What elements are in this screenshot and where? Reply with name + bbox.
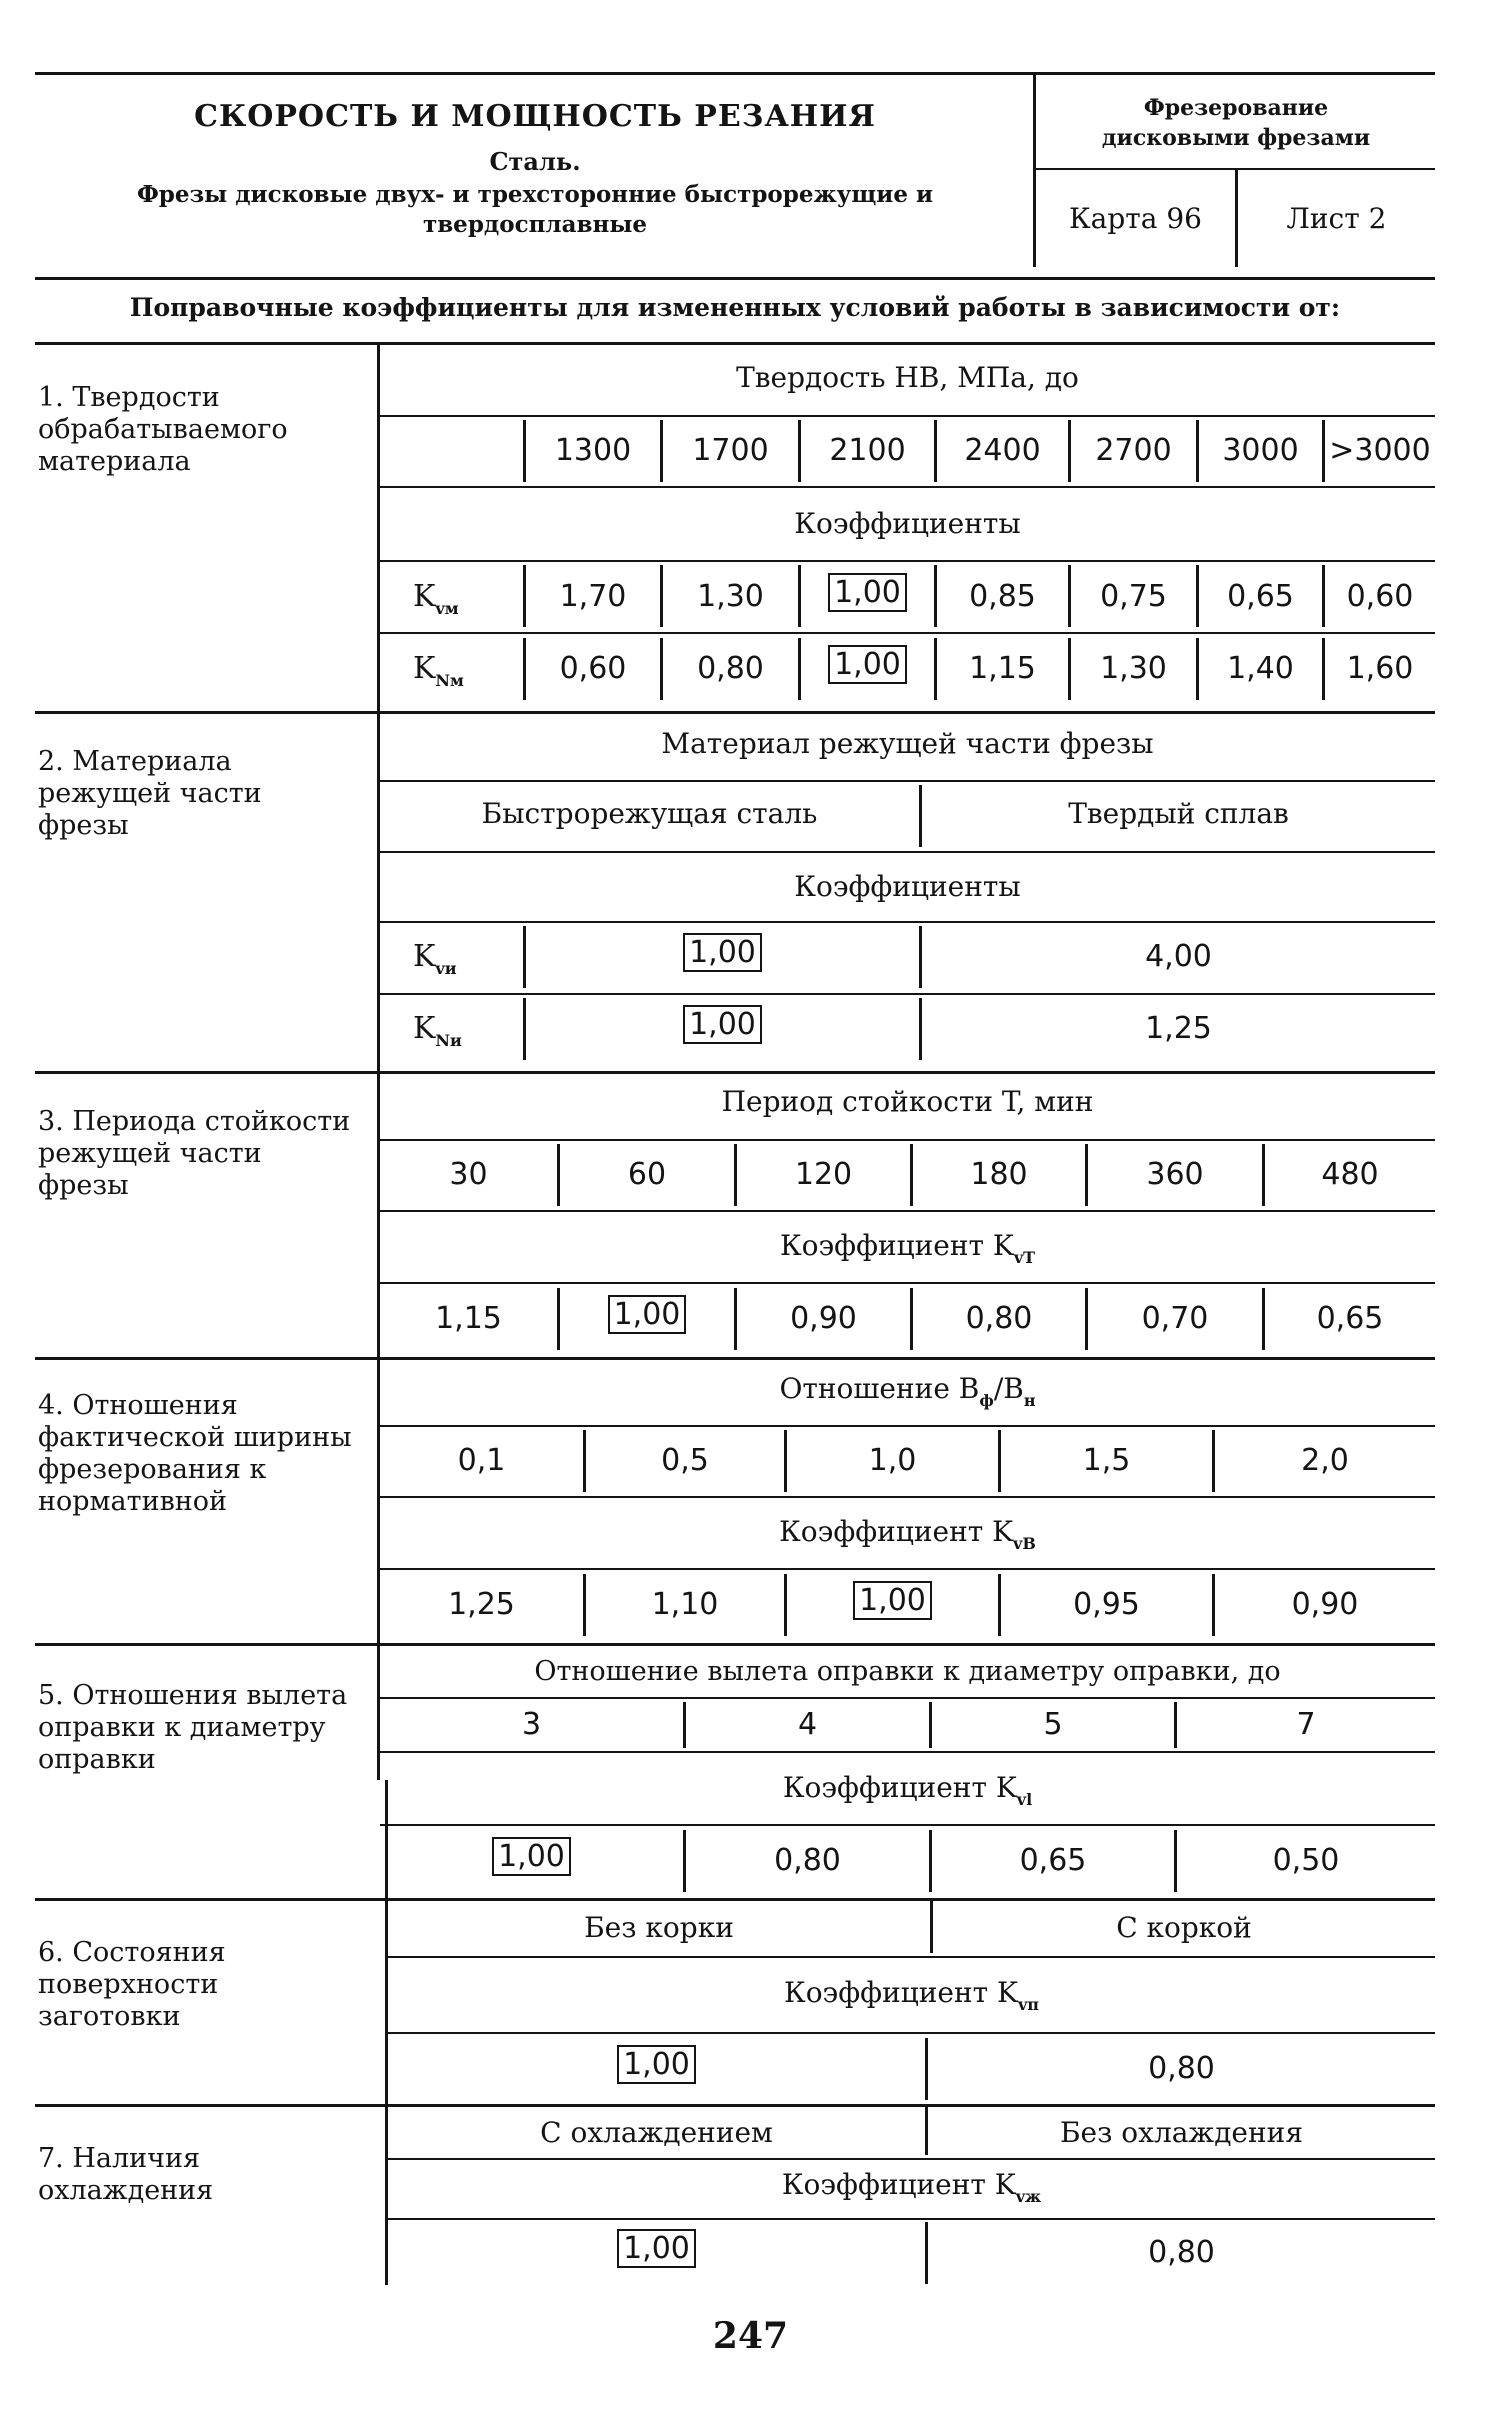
s5-cell: 0,65 xyxy=(1019,1843,1087,1878)
section2-label: 2. Материала режущей части фрезы xyxy=(38,746,262,841)
intro-bottom-rule xyxy=(35,342,1435,345)
section6-label: 6. Состояния поверхности заготовки xyxy=(38,1937,226,2032)
section4-heading: Отношение $B_ф/B_н$ xyxy=(779,1372,1036,1410)
s1-row1-cell-boxed: 1,00 xyxy=(828,573,907,612)
s3-col: 60 xyxy=(627,1157,667,1192)
s3-coef-heading: Коэффициент $K_{vT}$ xyxy=(779,1229,1036,1267)
s1-rule-d xyxy=(380,632,1435,634)
s2-row2-cell: 1,25 xyxy=(1145,1011,1212,1046)
s2-rule-b xyxy=(380,851,1435,853)
s4-col: 0,5 xyxy=(661,1443,709,1478)
s4-col: 0,1 xyxy=(457,1443,506,1478)
s4-cell: 0,90 xyxy=(1291,1587,1359,1622)
s1-row1-cell: 0,60 xyxy=(1346,579,1414,614)
s2-rule-c xyxy=(380,921,1435,923)
s2-coef-heading: Коэффициенты xyxy=(794,870,1021,903)
s1-col: 2700 xyxy=(1095,433,1172,468)
s7-col: С охлаждением xyxy=(540,2116,773,2149)
s3-cell: 0,70 xyxy=(1141,1301,1209,1336)
s1-row1-cell: 0,65 xyxy=(1227,579,1294,614)
s1-col: 2100 xyxy=(829,433,906,468)
s3-cell: 0,90 xyxy=(790,1301,857,1336)
s5-col: 7 xyxy=(1296,1707,1316,1742)
s2-row1-symbol: $K_{vи}$ xyxy=(413,939,457,978)
intro-text: Поправочные коэффициенты для измененных условий работы в зависимости от: xyxy=(129,293,1341,322)
s5-col: 5 xyxy=(1043,1707,1063,1742)
s6-cell-boxed: 1,00 xyxy=(617,2045,696,2084)
section4-label: 4. Отношения фактической ширины фрезерования к нормативной xyxy=(38,1390,352,1517)
subtitle-line2: твердосплавные xyxy=(422,211,648,238)
s4-cell: 1,25 xyxy=(448,1587,515,1622)
s1-bottom-rule xyxy=(35,711,1435,714)
s3-rule-b xyxy=(380,1210,1435,1212)
s1-rule-c xyxy=(380,560,1435,562)
s5-cell: 0,80 xyxy=(774,1843,841,1878)
s4-bottom-rule xyxy=(35,1643,1435,1646)
s4-rule-a xyxy=(380,1425,1435,1427)
s2-row1-cell-boxed: 1,00 xyxy=(683,933,762,972)
s4-rule-c xyxy=(380,1568,1435,1570)
header-mid-rule xyxy=(1033,168,1435,170)
s5-bottom-rule xyxy=(35,1898,1435,1901)
s3-cell-boxed: 1,00 xyxy=(608,1295,687,1334)
s6-coef-heading: Коэффициент $K_{vп}$ xyxy=(784,1976,1039,2014)
s4-coef-heading: Коэффициент $K_{vB}$ xyxy=(779,1515,1036,1553)
s1-row2-cell-boxed: 1,00 xyxy=(828,645,907,684)
s3-rule-a xyxy=(380,1139,1435,1141)
s3-col: 360 xyxy=(1146,1157,1204,1192)
s7-col: Без охлаждения xyxy=(1059,2116,1303,2149)
s4-cell-boxed: 1,00 xyxy=(853,1581,932,1620)
section1-label: 1. Твердости обрабатываемого материала xyxy=(38,382,288,477)
s5-rule-b xyxy=(380,1751,1435,1753)
s1-col: 1300 xyxy=(554,433,632,468)
s3-cell: 1,15 xyxy=(435,1301,502,1336)
s1-row1-cell: 0,85 xyxy=(969,579,1036,614)
s5-cell-boxed: 1,00 xyxy=(492,1837,571,1876)
s5-cell: 0,50 xyxy=(1272,1843,1340,1878)
page-title: СКОРОСТЬ И МОЩНОСТЬ РЕЗАНИЯ xyxy=(194,99,876,134)
sheet-number: Лист 2 xyxy=(1286,202,1387,235)
s1-row2-symbol: $K_{Nм}$ xyxy=(413,651,464,690)
section7-label: 7. Наличия охлаждения xyxy=(38,2143,214,2206)
s3-cell: 0,80 xyxy=(965,1301,1033,1336)
s1-col: >3000 xyxy=(1329,433,1431,468)
s3-col: 120 xyxy=(794,1157,853,1192)
s4-rule-b xyxy=(380,1496,1435,1498)
s2-rule-a xyxy=(380,780,1435,782)
s3-rule-c xyxy=(380,1282,1435,1284)
section1-heading: Твердость НВ, МПа, до xyxy=(736,361,1079,394)
section3-label: 3. Периода стойкости режущей части фрезы xyxy=(38,1106,351,1201)
s1-row1-symbol: $K_{vм}$ xyxy=(413,579,459,618)
s3-col: 180 xyxy=(970,1157,1028,1192)
s5-coef-heading: Коэффициент $K_{vl}$ xyxy=(782,1771,1033,1809)
s7-cell-boxed: 1,00 xyxy=(617,2229,696,2268)
section3-heading: Период стойкости T, мин xyxy=(721,1085,1094,1118)
s7-rule-a xyxy=(388,2158,1435,2160)
s2-row2-cell-boxed: 1,00 xyxy=(683,1005,762,1044)
material-label: Сталь. xyxy=(489,147,581,176)
section5-heading: Отношение вылета оправки к диаметру оправки, до xyxy=(534,1656,1281,1687)
s1-row2-cell: 1,15 xyxy=(969,651,1036,686)
s2-row1-cell: 4,00 xyxy=(1145,939,1212,974)
s6-rule-b xyxy=(388,2032,1435,2034)
section5-label: 5. Отношения вылета оправки к диаметру оправки xyxy=(38,1680,348,1775)
s5-rule-c xyxy=(380,1824,1435,1826)
s1-coef-heading: Коэффициенты xyxy=(794,507,1021,540)
s4-cell: 1,10 xyxy=(651,1587,719,1622)
card-number: Карта 96 xyxy=(1069,202,1202,235)
s1-col: 1700 xyxy=(692,433,769,468)
s1-row2-cell: 0,60 xyxy=(559,651,627,686)
s3-cell: 0,65 xyxy=(1316,1301,1384,1336)
s6-col: Без корки xyxy=(584,1911,734,1944)
s1-row1-cell: 1,30 xyxy=(697,579,764,614)
s1-row2-cell: 1,30 xyxy=(1100,651,1167,686)
page-number: 247 xyxy=(712,2315,789,2357)
s5-col: 3 xyxy=(521,1707,542,1742)
header-bottom-rule xyxy=(35,277,1435,280)
s1-row2-cell: 0,80 xyxy=(697,651,764,686)
s4-col: 2,0 xyxy=(1301,1443,1349,1478)
s1-row2-cell: 1,40 xyxy=(1227,651,1294,686)
section2-heading: Материал режущей части фрезы xyxy=(661,727,1154,760)
operation-line1: Фрезерование xyxy=(1143,95,1329,121)
s5-rule-a xyxy=(380,1697,1435,1699)
s6-bottom-rule xyxy=(35,2104,1435,2107)
s1-rule-a xyxy=(380,415,1435,417)
s2-bottom-rule xyxy=(35,1071,1435,1074)
s4-col: 1,0 xyxy=(868,1443,917,1478)
s4-cell: 0,95 xyxy=(1073,1587,1140,1622)
top-rule xyxy=(35,72,1435,75)
s4-col: 1,5 xyxy=(1082,1443,1131,1478)
s1-row1-cell: 1,70 xyxy=(559,579,627,614)
s6-col: С коркой xyxy=(1116,1911,1252,1944)
operation-line2: дисковыми фрезами xyxy=(1101,125,1371,151)
s3-col: 30 xyxy=(449,1157,488,1192)
s7-coef-heading: Коэффициент $K_{vж}$ xyxy=(781,2168,1042,2206)
subtitle-line1: Фрезы дисковые двух- и трехсторонние быстрорежущие и xyxy=(136,181,934,208)
s1-col: 3000 xyxy=(1222,433,1299,468)
s1-col: 2400 xyxy=(964,433,1041,468)
s2-rule-d xyxy=(380,993,1435,995)
s3-col: 480 xyxy=(1321,1157,1379,1192)
s3-bottom-rule xyxy=(35,1357,1435,1360)
s1-rule-b xyxy=(380,486,1435,488)
s2-col: Быстрорежущая сталь xyxy=(481,797,818,830)
s6-rule-a xyxy=(388,1956,1435,1958)
s7-rule-b xyxy=(388,2218,1435,2220)
s5-col: 4 xyxy=(797,1707,818,1742)
s2-row2-symbol: $K_{Nи}$ xyxy=(413,1011,462,1050)
s1-row1-cell: 0,75 xyxy=(1100,579,1167,614)
s2-col: Твердый сплав xyxy=(1068,797,1289,830)
s6-cell: 0,80 xyxy=(1148,2051,1215,2086)
s7-cell: 0,80 xyxy=(1148,2235,1215,2270)
s1-row2-cell: 1,60 xyxy=(1346,651,1414,686)
